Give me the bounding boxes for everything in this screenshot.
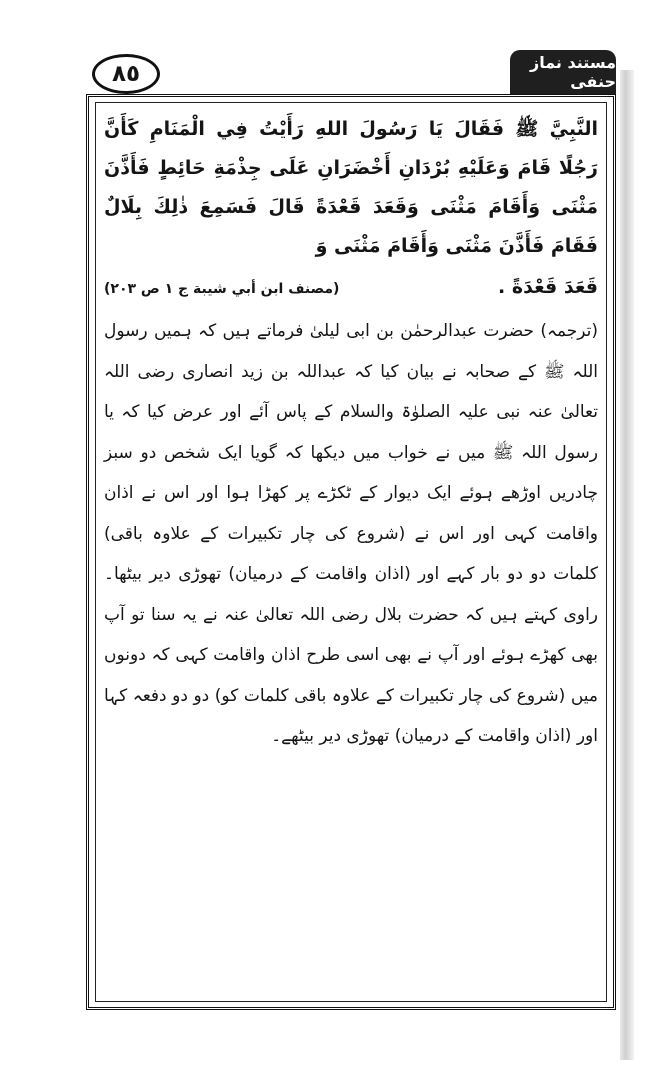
book-title: مستند نماز حنفی	[510, 50, 616, 94]
hadith-citation: (مصنف ابن أبي شيبة ج ١ ص ٢٠٣)	[104, 281, 340, 297]
page-edge-shadow	[620, 70, 634, 1060]
page-number: ٨٥	[92, 54, 160, 94]
arabic-hadith-text: النَّبِيَّ ﷺ فَقَالَ يَا رَسُولَ اللهِ رَأَيْتُ فِي الْمَنَامِ كَأَنَّ رَجُلًا قَامَ وَعَلَيْهِ بُرْدَانِ أَخْضَرَانِ عَلَى جِذْمَةِ حَائِطٍ فَأَذَّنَ مَثْنَى وَأَقَامَ مَثْنَى وَقَعَدَ قَعْدَةً قَالَ فَسَمِعَ ذٰلِكَ بِلَالٌ فَقَامَ فَأَذَّنَ مَثْنَى وَأَقَامَ مَثْنَى وَ	[104, 118, 598, 257]
arabic-last-line	[104, 268, 598, 307]
urdu-translation: (ترجمہ) حضرت عبدالرحمٰن بن ابی لیلیٰ فرماتے ہیں کہ ہمیں رسول اللہ ﷺ کے صحابہ نے بیان کیا کہ عبداللہ بن زید انصاری رضی اللہ تعالیٰ عنہ نبی علیہ الصلوٰۃ والسلام کے پاس آئے اور عرض کیا کہ یا رسول اللہ ﷺ میں نے خواب میں دیکھا کہ گویا ایک شخص دو سبز چادریں اوڑھے ہوئے ایک دیوار کے ٹکڑے پر کھڑا ہوا اور اس نے اذان واقامت کہی اور اس نے (شروع کی چار تکبیرات کے علاوہ باقی) کلمات دو دو بار کہے اور (اذان واقامت کے درمیان) تھوڑی دیر بیٹھا۔ راوی کہتے ہیں کہ حضرت بلال رضی اللہ تعالیٰ عنہ نے یہ سنا تو آپ بھی کھڑے ہوئے اور آپ نے بھی اسی طرح اذان واقامت کہی کہ دونوں میں (شروع کی چار تکبیرات کے علاوہ باقی کلمات کو) دو دو دفعہ کہا اور (اذان واقامت کے درمیان) تھوڑی دیر بیٹھے۔	[104, 321, 598, 746]
arabic-hadith-ending: قَعَدَ قَعْدَةً .	[498, 276, 598, 298]
page-content	[104, 110, 598, 757]
